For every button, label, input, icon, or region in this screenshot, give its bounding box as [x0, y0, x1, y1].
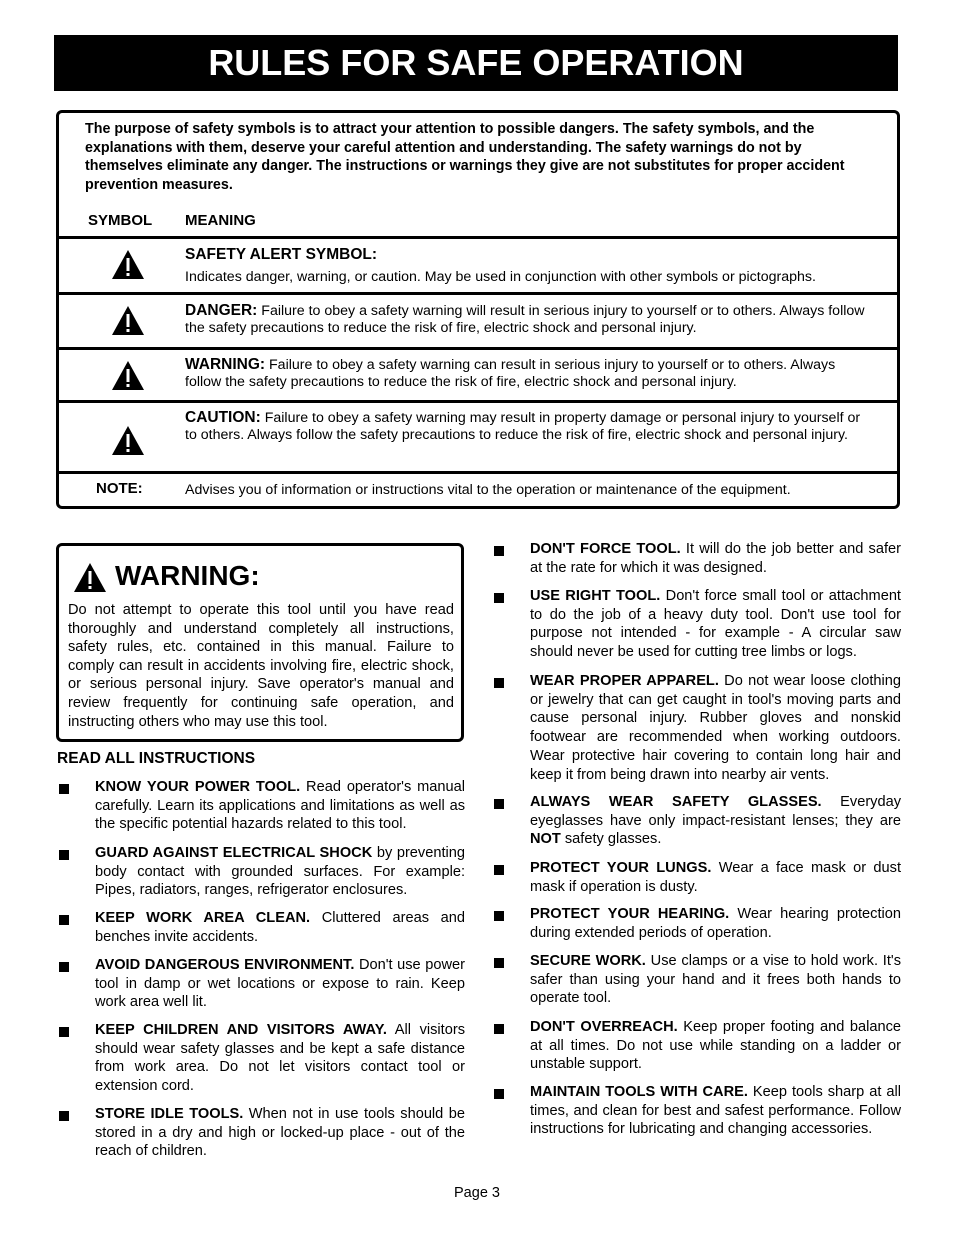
warning-text	[185, 356, 875, 391]
warning-box-text: Do not attempt to operate this tool until you have read thoroughly and understand completely all instructions, safety rules, etc. contained in this manual. Failure to comply can result in accidents involving fire, electric shock, or serious personal injury. Save operator's manual and review frequently for continuing safe operation, and instructing others who may use this tool.	[68, 602, 454, 730]
warning-alert-icon	[73, 562, 107, 593]
list-item-body: It will do the job better and safer at the rate for which it was designed.	[530, 541, 902, 576]
symbol-row-danger	[59, 292, 897, 347]
list-item-body: Use clamps or a vise to hold work. It's safer than using your hand and it frees both hands to operate tool.	[530, 953, 901, 1007]
list-item-body: Keep tools sharp at all times, and clean for best and safest performance. Follow instructions for lubricating and changing accessories.	[530, 1084, 902, 1138]
safety-symbols-box	[56, 110, 900, 509]
warning-description: Failure to obey a safety warning can result in serious injury to yourself or to others. Always follow the safety precautions to reduce the risk of fire, electric shock and personal injury.	[185, 357, 836, 391]
square-bullet-icon	[59, 850, 69, 860]
list-item-text	[530, 952, 901, 1008]
danger-text	[185, 302, 875, 337]
square-bullet-icon	[59, 784, 69, 794]
list-item-label: PROTECT YOUR HEARING.	[530, 906, 730, 922]
list-item-text	[530, 672, 901, 784]
caution-text	[185, 409, 875, 444]
list-item-body: Do not wear loose clothing or jewelry that can get caught in tool's moving parts and cause personal injury. Rubber gloves and nonskid footwear are recommended when working outdoors. Wear protective hair covering to contain long hair and keep it from being drawn into nearby air vents.	[530, 673, 901, 783]
list-item-body: Read operator's manual carefully. Learn its applications and limitations as well as the specific potential hazards related to this tool.	[95, 779, 465, 833]
list-item-label: DON'T FORCE TOOL.	[530, 541, 681, 557]
list-item-text	[95, 778, 465, 834]
list-item-body: Keep proper footing and balance at all times. Do not use while standing on a ladder or unstable support.	[530, 1019, 901, 1073]
list-item-body: Don't force small tool or attachment to do the job of a heavy duty tool. Don't use tool for purpose not intended - for example - A circular saw should never be used for cutting tree limbs or logs.	[530, 588, 901, 661]
square-bullet-icon	[494, 546, 504, 556]
list-item-body: Wear hearing protection during extended periods of operation.	[530, 906, 901, 941]
warning-label: WARNING:	[185, 356, 266, 373]
list-item-text	[95, 1105, 465, 1161]
list-item-body: by preventing body contact with grounded surfaces. For example: Pipes, radiators, ranges, refrigerator enclosures.	[95, 845, 465, 899]
danger-description: Failure to obey a safety warning will result in serious injury to yourself or to others. Always follow the safety precautions to reduce the risk of fire, electric shock and personal injury.	[185, 303, 865, 337]
list-item-body: Wear a face mask or dust mask if operation is dusty.	[530, 860, 901, 895]
list-item-text	[95, 844, 465, 900]
list-item-text	[95, 956, 465, 1012]
list-item-text	[530, 793, 901, 849]
square-bullet-icon	[59, 1027, 69, 1037]
caution-triangle-icon	[111, 425, 145, 456]
warning-box-heading: WARNING:	[115, 560, 260, 591]
page-number: Page 3	[454, 1185, 500, 1201]
list-item-label: KEEP WORK AREA CLEAN.	[95, 910, 311, 926]
square-bullet-icon	[59, 962, 69, 972]
list-item-text	[530, 587, 901, 662]
square-bullet-icon	[59, 1111, 69, 1121]
list-item-label: DON'T OVERREACH.	[530, 1019, 678, 1035]
list-item-label: ALWAYS WEAR SAFETY GLASSES.	[530, 794, 822, 810]
read-all-instructions-heading: READ ALL INSTRUCTIONS	[57, 750, 256, 767]
symbol-row-note	[59, 471, 897, 509]
list-item-text	[95, 1021, 465, 1096]
list-item-body: When not in use tools should be stored in a dry and high or locked-up place - out of the reach of children.	[95, 1106, 466, 1160]
list-item-text	[530, 540, 901, 577]
safety-alert-triangle-icon	[111, 249, 145, 280]
list-item-label: PROTECT YOUR LUNGS.	[530, 860, 712, 876]
square-bullet-icon	[494, 1089, 504, 1099]
square-bullet-icon	[494, 799, 504, 809]
list-item-emphasis: NOT	[530, 831, 561, 848]
list-item-label: AVOID DANGEROUS ENVIRONMENT.	[95, 957, 355, 973]
list-item-label: WEAR PROPER APPAREL.	[530, 673, 719, 689]
list-item-text	[530, 1083, 901, 1139]
list-item-body: Don't use power tool in damp or wet locations or expose to rain. Keep work area well lit.	[95, 957, 465, 1011]
list-item-label: SECURE WORK.	[530, 953, 646, 969]
safety-alert-heading: SAFETY ALERT SYMBOL:	[185, 246, 378, 263]
note-label: NOTE:	[96, 480, 143, 497]
list-item-body: Everyday eyeglasses have only impact-resistant lenses; they are	[530, 794, 902, 829]
list-item-label: MAINTAIN TOOLS WITH CARE.	[530, 1084, 748, 1100]
page-title: RULES FOR SAFE OPERATION	[54, 35, 898, 91]
list-item-text	[95, 909, 465, 946]
list-item-label: GUARD AGAINST ELECTRICAL SHOCK	[95, 845, 373, 861]
list-item-text	[530, 859, 901, 896]
column-header-symbol: SYMBOL	[88, 212, 153, 229]
note-text: Advises you of information or instructions vital to the operation or maintenance of the equipment.	[185, 482, 791, 498]
square-bullet-icon	[494, 911, 504, 921]
safety-alert-text: Indicates danger, warning, or caution. May be used in conjunction with other symbols or pictographs.	[185, 269, 816, 285]
symbol-row-warning	[59, 347, 897, 400]
square-bullet-icon	[494, 678, 504, 688]
warning-box	[56, 543, 464, 742]
square-bullet-icon	[494, 865, 504, 875]
danger-triangle-icon	[111, 305, 145, 336]
list-item-text	[530, 905, 901, 942]
square-bullet-icon	[494, 1024, 504, 1034]
danger-label: DANGER:	[185, 302, 258, 319]
caution-label: CAUTION:	[185, 409, 261, 426]
list-item-label: STORE IDLE TOOLS.	[95, 1106, 244, 1122]
symbol-row-caution	[59, 400, 897, 471]
square-bullet-icon	[494, 958, 504, 968]
square-bullet-icon	[59, 915, 69, 925]
list-item-label: KNOW YOUR POWER TOOL.	[95, 779, 301, 795]
list-item-tail: safety glasses.	[560, 831, 662, 848]
list-item-label: KEEP CHILDREN AND VISITORS AWAY.	[95, 1022, 387, 1038]
list-item-label: USE RIGHT TOOL.	[530, 588, 661, 604]
warning-triangle-icon	[111, 360, 145, 391]
column-header-meaning: MEANING	[185, 212, 256, 229]
symbols-intro: The purpose of safety symbols is to attract your attention to possible dangers. The safety symbols, and the explanations with them, deserve your careful attention and understanding. The safety warnings do not by themselves eliminate any danger. The instructions or warnings they give are not substitutes for proper accident prevention measures.	[85, 121, 845, 194]
square-bullet-icon	[494, 593, 504, 603]
symbol-row-safety-alert	[59, 236, 897, 292]
caution-description: Failure to obey a safety warning may result in property damage or personal injury to yourself or to others. Always follow the safety precautions to reduce the risk of fire, electric shock and personal injury.	[185, 410, 861, 444]
list-item-body: Cluttered areas and benches invite accidents.	[95, 910, 465, 945]
list-item-body: All visitors should wear safety glasses and be kept a safe distance from work area. Do not let visitors contact tool or extension cord.	[95, 1022, 465, 1095]
list-item-text	[530, 1018, 901, 1074]
